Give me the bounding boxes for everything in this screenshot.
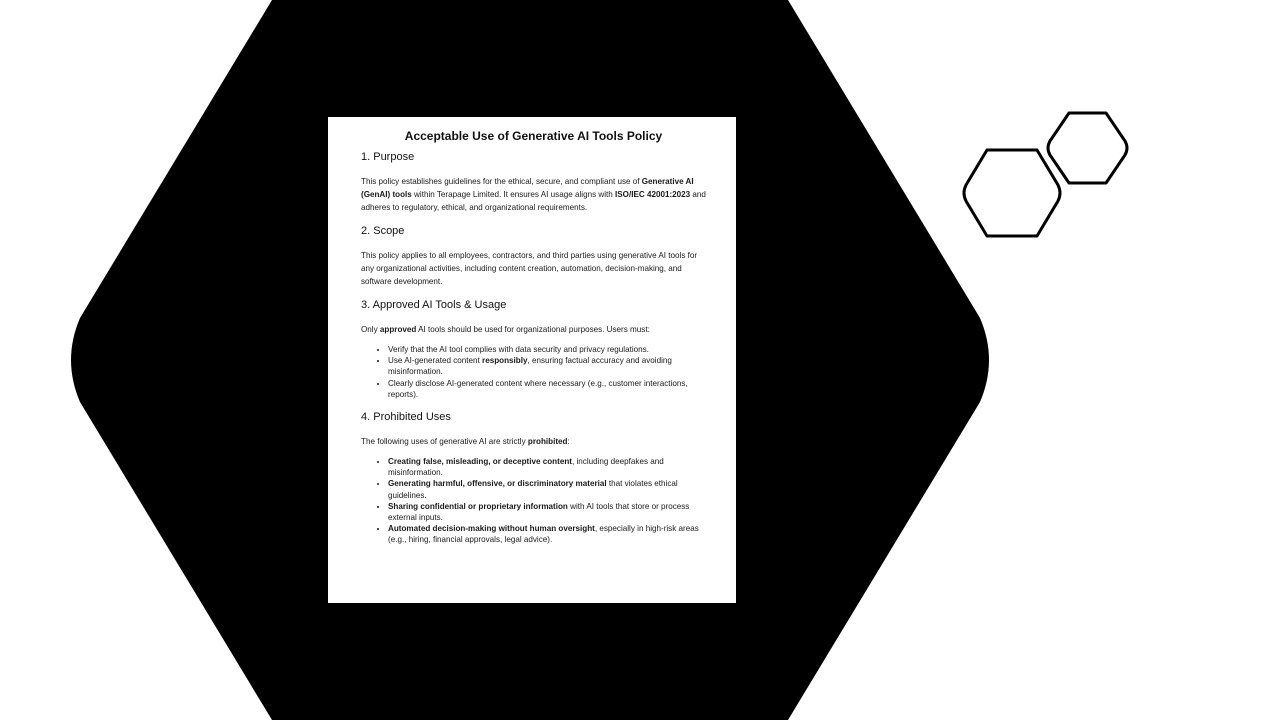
list-item: • Verify that the AI tool complies with data security and privacy regulations. <box>388 344 706 355</box>
purpose-paragraph: This policy establishes guidelines for the ethical, secure, and compliant use of Generative AI (GenAI) tools within Terapage Limited. It ensures AI usage aligns with ISO/IEC 42001:2023 and adheres to regulatory, ethical, and organizational requirements. <box>361 177 706 212</box>
list-item: • Sharing confidential or proprietary information with AI tools that store or process external inputs. <box>388 501 706 523</box>
section-heading-purpose: 1. Purpose <box>361 151 415 163</box>
approved-tools-paragraph: Only approved AI tools should be used for organizational purposes. Users must: <box>361 325 650 334</box>
prohibited-uses-list <box>361 456 706 546</box>
list-item: • Use AI-generated content responsibly, ensuring factual accuracy and avoiding misinformation. <box>388 355 706 377</box>
approved-usage-list <box>361 344 706 400</box>
list-item: • Clearly disclose AI-generated content where necessary (e.g., customer interactions, reports). <box>388 378 706 400</box>
small-outline-hexagon-lower <box>964 150 1060 236</box>
policy-document <box>328 117 736 603</box>
small-outline-hexagon-upper <box>1048 113 1127 183</box>
list-item: • Generating harmful, offensive, or discriminatory material that violates ethical guidelines. <box>388 478 706 500</box>
list-item: • Creating false, misleading, or deceptive content, including deepfakes and misinformation. <box>388 456 706 478</box>
document-title: Acceptable Use of Generative AI Tools Policy <box>404 129 663 143</box>
section-heading-prohibited-uses: 4. Prohibited Uses <box>361 411 451 424</box>
section-heading-scope: 2. Scope <box>361 225 405 237</box>
list-item: • Automated decision-making without human oversight, especially in high-risk areas (e.g., hiring, financial approvals, legal advice). <box>388 523 706 545</box>
prohibited-uses-paragraph: The following uses of generative AI are strictly prohibited: <box>361 437 570 447</box>
section-heading-approved-tools: 3. Approved AI Tools & Usage <box>361 299 507 311</box>
scope-paragraph: This policy applies to all employees, contractors, and third parties using generative AI tools for any organizational activities, including content creation, automation, decision-making, and software development. <box>361 251 698 286</box>
